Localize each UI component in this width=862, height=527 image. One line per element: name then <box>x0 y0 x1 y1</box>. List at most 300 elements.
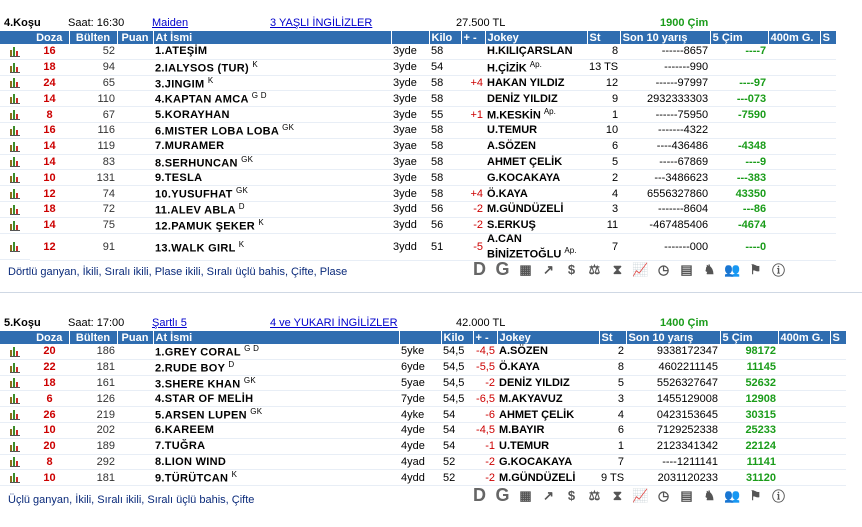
horse-name-cell[interactable] <box>153 375 399 391</box>
puan-cell <box>117 138 153 154</box>
column-header[interactable] <box>391 31 429 44</box>
column-header[interactable]: 5 Çim <box>710 31 768 44</box>
bar-chart-icon[interactable] <box>0 376 30 392</box>
table-row[interactable] <box>30 122 836 138</box>
last5-grass-cell <box>720 422 778 438</box>
s-cell <box>820 201 836 217</box>
bulten-cell <box>69 170 117 186</box>
jockey-cell[interactable] <box>485 122 587 138</box>
bar-chart-icon[interactable] <box>0 139 30 155</box>
start-cell-text: 5 <box>612 155 619 168</box>
dozaj-cell-text: 18 <box>43 61 56 74</box>
400m-cell <box>768 186 820 202</box>
age-cell-text: 5yke <box>401 345 425 358</box>
weight-diff-cell <box>473 391 497 407</box>
jockey-cell[interactable] <box>497 344 599 359</box>
last10-cell-text: -------990 <box>664 61 709 74</box>
last5-grass-cell <box>710 217 768 233</box>
bulten-cell-text: 131 <box>96 171 115 184</box>
start-cell-text: 12 <box>605 76 619 89</box>
last10-cell <box>626 344 720 359</box>
column-header[interactable]: 5 Çim <box>720 331 778 344</box>
puan-cell <box>117 217 153 233</box>
horse-name-cell[interactable] <box>153 391 399 407</box>
jockey-cell[interactable] <box>485 154 587 170</box>
last10-cell-text: ---3486623 <box>654 171 709 184</box>
start-cell <box>587 201 620 217</box>
last10-cell <box>620 91 710 107</box>
last10-cell-text: 7129252338 <box>656 424 719 437</box>
bulten-cell <box>69 422 117 438</box>
clock-icon[interactable]: ◷ <box>657 261 670 277</box>
bar-chart-icon[interactable] <box>0 186 30 202</box>
last10-cell-text: 9338172347 <box>656 345 719 358</box>
horse-name-cell[interactable] <box>153 75 391 91</box>
bulten-cell-text: 52 <box>102 45 115 58</box>
last5-grass-cell-text: ----7 <box>745 45 767 58</box>
start-cell <box>587 44 620 59</box>
last10-cell <box>620 201 710 217</box>
puan-cell <box>117 201 153 217</box>
jockey-cell[interactable] <box>497 359 599 375</box>
weight-cell <box>441 391 473 407</box>
jockey-cell[interactable] <box>497 422 599 438</box>
weight-diff-cell-text: -5 <box>473 240 483 253</box>
horse-name-cell[interactable] <box>153 170 391 186</box>
dozaj-cell-text: 12 <box>43 187 56 200</box>
last10-cell-text: ----1211141 <box>662 455 719 468</box>
start-cell <box>599 454 626 470</box>
table-row[interactable] <box>30 407 846 423</box>
column-header[interactable]: 400m G. <box>768 31 820 44</box>
table-row[interactable] <box>30 186 836 202</box>
horses-icon[interactable]: ♞ <box>703 487 716 503</box>
start-cell <box>587 138 620 154</box>
g-icon[interactable]: G <box>495 259 510 279</box>
start-cell <box>599 438 626 454</box>
table-row[interactable] <box>30 454 846 470</box>
flag-icon[interactable]: ⚑ <box>749 487 762 503</box>
last10-cell-text: -----67869 <box>659 155 709 168</box>
table-row[interactable] <box>30 107 836 123</box>
last5-grass-cell-text: ----9 <box>745 155 767 168</box>
jockey-cell-text: A.SÖZEN <box>499 345 548 358</box>
table-row[interactable] <box>30 438 846 454</box>
graph-icon[interactable]: 📈 <box>632 261 649 277</box>
puan-cell <box>117 375 153 391</box>
bulten-cell-text: 72 <box>102 203 115 216</box>
last10-cell-text: -------8604 <box>658 203 709 216</box>
weight-diff-cell-text: -6 <box>485 408 495 421</box>
weight-cell-text: 54 <box>443 440 456 453</box>
start-cell <box>587 122 620 138</box>
400m-cell <box>768 59 820 75</box>
table-row[interactable] <box>30 170 836 186</box>
column-header[interactable]: Son 10 yarış <box>626 331 720 344</box>
age-cell <box>391 170 429 186</box>
horse-name-cell[interactable] <box>153 217 391 233</box>
column-header[interactable]: Doza <box>30 331 69 344</box>
race-number: 4.Koşu <box>4 17 41 29</box>
weight-cell-text: 58 <box>431 124 444 137</box>
bulten-cell <box>69 407 117 423</box>
dozaj-cell <box>30 59 69 75</box>
bar-chart-icon[interactable] <box>0 107 30 123</box>
hourglass-icon[interactable]: ⧗ <box>612 261 623 277</box>
horse-name-cell[interactable] <box>153 138 391 154</box>
400m-cell <box>778 375 830 391</box>
last10-cell <box>626 438 720 454</box>
age-cell <box>399 375 441 391</box>
jockey-cell[interactable] <box>485 59 587 75</box>
last5-grass-cell <box>710 170 768 186</box>
last10-cell-text: ----436486 <box>656 140 709 153</box>
horse-name-cell-text: 8.LION WIND <box>155 455 227 468</box>
weight-cell-text: 52 <box>443 471 456 484</box>
dozaj-cell-text: 10 <box>43 424 56 437</box>
d-icon[interactable]: D <box>473 259 486 279</box>
jockey-cell[interactable] <box>497 454 599 470</box>
dozaj-cell-text: 14 <box>43 219 56 232</box>
weight-diff-cell <box>473 407 497 423</box>
column-header[interactable]: + - <box>473 331 497 344</box>
bar-chart-icon[interactable] <box>0 407 30 423</box>
column-header[interactable]: Puan <box>117 31 153 44</box>
table-row[interactable] <box>30 44 836 59</box>
bulten-cell <box>69 154 117 170</box>
dozaj-cell <box>30 186 69 202</box>
weight-diff-cell <box>461 91 485 107</box>
last5-grass-cell-text: 12908 <box>745 392 777 405</box>
start-cell <box>599 470 626 486</box>
last10-cell <box>620 44 710 59</box>
graph-icon[interactable]: 📈 <box>632 487 649 503</box>
bar-chart-icon[interactable] <box>0 234 30 260</box>
column-header[interactable]: Jokey <box>485 31 587 44</box>
table-row[interactable] <box>30 91 836 107</box>
horse-name-cell[interactable] <box>153 422 399 438</box>
jockey-cell[interactable] <box>485 44 587 59</box>
table-row[interactable] <box>30 470 846 486</box>
400m-cell <box>778 470 830 486</box>
race-type-link[interactable]: Maiden <box>152 17 189 29</box>
start-cell-text: 13 TS <box>589 61 619 74</box>
bar-chart-icon[interactable] <box>0 439 30 455</box>
start-cell-text: 9 TS <box>601 471 625 484</box>
entries-table <box>30 331 847 486</box>
race-condition-link[interactable]: 3 YAŞLI İNGİLİZLER <box>270 17 373 29</box>
weight-diff-cell <box>461 138 485 154</box>
program-icon[interactable]: ▦ <box>519 261 532 277</box>
horses-icon[interactable]: ♞ <box>703 261 716 277</box>
age-cell <box>391 201 429 217</box>
jockey-cell[interactable] <box>497 438 599 454</box>
horse-name-cell[interactable] <box>153 59 391 75</box>
weight-diff-cell-text: +4 <box>470 187 483 200</box>
bar-chart-icon[interactable] <box>0 44 30 60</box>
race-distance: 1900 Çim <box>660 17 709 29</box>
bar-chart-icon[interactable] <box>0 423 30 439</box>
table-row[interactable] <box>30 201 836 217</box>
column-header[interactable]: Kilo <box>429 31 461 44</box>
bar-chart-icon[interactable] <box>0 470 30 486</box>
jockey-cell[interactable] <box>485 186 587 202</box>
last10-cell <box>626 454 720 470</box>
weight-diff-cell-text: -2 <box>473 219 483 232</box>
column-header[interactable]: At İsmi <box>153 331 399 344</box>
jockey-cell[interactable] <box>485 217 587 233</box>
age-cell <box>391 44 429 59</box>
race-type-link[interactable]: Şartlı 5 <box>152 317 187 329</box>
calculator-icon[interactable]: ▤ <box>680 261 693 277</box>
age-cell-text: 3yae <box>393 155 417 168</box>
age-cell-text: 7yde <box>401 392 425 405</box>
puan-cell <box>117 75 153 91</box>
column-header[interactable]: Bülten <box>69 31 117 44</box>
table-row[interactable] <box>30 154 836 170</box>
column-header[interactable]: S <box>830 331 846 344</box>
last5-grass-cell <box>710 91 768 107</box>
bulten-cell <box>69 75 117 91</box>
column-header[interactable]: S <box>820 31 836 44</box>
horse-name-cell[interactable] <box>153 154 391 170</box>
column-header[interactable]: Bülten <box>69 331 117 344</box>
bar-chart-icon[interactable] <box>0 60 30 76</box>
dozaj-cell <box>30 375 69 391</box>
people-icon[interactable]: 👥 <box>724 261 741 277</box>
table-row[interactable] <box>30 138 836 154</box>
trend-icon[interactable]: ↗ <box>543 261 554 277</box>
horse-equipment: GK <box>236 186 249 196</box>
puan-cell <box>117 233 153 261</box>
bulten-cell-text: 186 <box>96 345 115 358</box>
d-icon[interactable]: D <box>473 485 486 505</box>
horse-name-cell[interactable] <box>153 359 399 375</box>
horse-name-cell[interactable] <box>153 201 391 217</box>
horse-name-cell[interactable] <box>153 454 399 470</box>
jockey-cell[interactable] <box>485 138 587 154</box>
dozaj-cell <box>30 170 69 186</box>
bar-chart-icon[interactable] <box>0 218 30 234</box>
weight-cell <box>429 138 461 154</box>
s-cell <box>830 359 846 375</box>
jockey-cell[interactable] <box>485 233 587 261</box>
jockey-cell[interactable] <box>485 201 587 217</box>
column-header[interactable]: Son 10 yarış <box>620 31 710 44</box>
race-toolbar <box>470 486 788 505</box>
horse-name-cell[interactable] <box>153 107 391 123</box>
start-cell-text: 4 <box>612 187 619 200</box>
horse-name-cell[interactable] <box>153 122 391 138</box>
weight-cell-text: 58 <box>431 45 444 58</box>
400m-cell <box>778 438 830 454</box>
bar-chart-icon[interactable] <box>0 202 30 218</box>
horse-name-cell[interactable] <box>153 470 399 486</box>
bar-chart-icon[interactable] <box>0 170 30 186</box>
weight-diff-cell-text: -6,5 <box>476 392 495 405</box>
last10-cell-text: 5526327647 <box>656 376 719 389</box>
table-row[interactable] <box>30 75 836 91</box>
s-cell <box>820 170 836 186</box>
jockey-cell[interactable] <box>485 91 587 107</box>
horse-name-cell[interactable] <box>153 91 391 107</box>
start-cell-text: 10 <box>605 124 619 137</box>
info-icon[interactable]: ⓘ <box>771 489 785 504</box>
dollar-icon[interactable]: $ <box>567 488 576 503</box>
jockey-cell[interactable] <box>485 75 587 91</box>
horse-name-cell[interactable] <box>153 407 399 423</box>
hourglass-icon[interactable]: ⧗ <box>612 487 623 503</box>
column-header[interactable]: 400m G. <box>778 331 830 344</box>
age-cell-text: 3ydd <box>393 240 417 253</box>
table-row[interactable] <box>30 217 836 233</box>
flag-icon[interactable]: ⚑ <box>749 261 762 277</box>
horse-equipment: K <box>238 239 245 249</box>
weight-cell <box>441 470 473 486</box>
dozaj-cell-text: 10 <box>43 171 56 184</box>
weight-cell-text: 54 <box>443 408 456 421</box>
last5-grass-cell <box>720 359 778 375</box>
horse-name-cell[interactable] <box>153 344 399 359</box>
program-icon[interactable]: ▦ <box>519 487 532 503</box>
odds-icon[interactable]: ⚖ <box>588 487 601 503</box>
last5-grass-cell <box>710 107 768 123</box>
table-row[interactable] <box>30 233 836 261</box>
last5-grass-cell-text: 11145 <box>746 361 777 374</box>
last10-cell <box>620 154 710 170</box>
last10-cell-text: 2123341342 <box>656 440 719 453</box>
clock-icon[interactable]: ◷ <box>657 487 670 503</box>
column-header[interactable]: Puan <box>117 331 153 344</box>
bar-chart-icon[interactable] <box>0 123 30 139</box>
bulten-cell-text: 181 <box>96 471 115 484</box>
column-header[interactable]: St <box>587 31 620 44</box>
dollar-icon[interactable]: $ <box>567 262 576 277</box>
trend-icon[interactable]: ↗ <box>543 487 554 503</box>
age-cell-text: 4yde <box>401 424 425 437</box>
jockey-cell[interactable] <box>497 375 599 391</box>
dozaj-cell <box>30 391 69 407</box>
table-row[interactable] <box>30 344 846 359</box>
dozaj-cell-text: 14 <box>43 140 56 153</box>
last10-cell-text: 2932333303 <box>646 92 709 105</box>
weight-cell <box>429 186 461 202</box>
400m-cell <box>768 107 820 123</box>
last10-cell <box>626 359 720 375</box>
column-header[interactable]: Jokey <box>497 331 599 344</box>
last5-grass-cell <box>710 44 768 59</box>
horse-name-cell[interactable] <box>153 186 391 202</box>
last10-cell-text: -------4322 <box>658 124 709 137</box>
dozaj-cell-text: 6 <box>46 392 53 405</box>
table-row[interactable] <box>30 59 836 75</box>
age-cell-text: 3yde <box>393 187 417 200</box>
puan-cell <box>117 186 153 202</box>
jockey-cell[interactable] <box>485 170 587 186</box>
age-cell-text: 3ydd <box>393 203 417 216</box>
bar-chart-icon[interactable] <box>0 76 30 92</box>
bar-chart-icon[interactable] <box>0 455 30 471</box>
column-header[interactable] <box>399 331 441 344</box>
people-icon[interactable]: 👥 <box>724 487 741 503</box>
table-header <box>30 331 846 344</box>
s-cell <box>820 44 836 59</box>
weight-cell <box>441 438 473 454</box>
bar-chart-icon[interactable] <box>0 155 30 171</box>
start-cell-text: 1 <box>612 108 619 121</box>
bulten-cell <box>69 217 117 233</box>
weight-cell-text: 54,5 <box>443 376 465 389</box>
bar-chart-icon[interactable] <box>0 391 30 407</box>
column-header[interactable]: Doza <box>30 31 69 44</box>
horse-name-cell[interactable] <box>153 438 399 454</box>
age-cell-text: 3yde <box>393 76 417 89</box>
table-row[interactable] <box>30 375 846 391</box>
race-condition-link[interactable]: 4 ve YUKARI İNGİLİZLER <box>270 317 398 329</box>
last10-cell <box>620 170 710 186</box>
s-cell <box>820 107 836 123</box>
bar-chart-icon[interactable] <box>0 91 30 107</box>
bulten-cell <box>69 186 117 202</box>
table-row[interactable] <box>30 359 846 375</box>
jockey-cell[interactable] <box>485 107 587 123</box>
horse-name-cell-text: 12.PAMUK ŞEKER <box>155 220 255 233</box>
table-row[interactable] <box>30 422 846 438</box>
horse-name-cell-text: 4.KAPTAN AMCA <box>155 94 249 107</box>
last5-grass-cell-text: ---86 <box>742 203 767 216</box>
bar-chart-icon[interactable] <box>0 344 30 360</box>
race-prize: 27.500 TL <box>456 17 506 29</box>
column-header[interactable]: + - <box>461 31 485 44</box>
start-cell <box>599 359 626 375</box>
calculator-icon[interactable]: ▤ <box>680 487 693 503</box>
bulten-cell-text: 91 <box>102 240 115 253</box>
jockey-cell[interactable] <box>497 407 599 423</box>
column-header[interactable]: St <box>599 331 626 344</box>
dozaj-cell-text: 8 <box>46 455 53 468</box>
column-header[interactable]: At İsmi <box>153 31 391 44</box>
bar-chart-icon[interactable] <box>0 360 30 376</box>
last5-grass-cell <box>710 138 768 154</box>
weight-diff-cell <box>473 344 497 359</box>
age-cell-text: 3yde <box>393 61 417 74</box>
odds-icon[interactable]: ⚖ <box>588 261 601 277</box>
s-cell <box>820 233 836 261</box>
horse-name-cell[interactable] <box>153 44 391 59</box>
jockey-cell[interactable] <box>497 470 599 486</box>
weight-cell-text: 54,5 <box>443 392 465 405</box>
last10-cell-text: 4602211145 <box>658 361 719 374</box>
horse-name-cell-text: 5.ARSEN LUPEN <box>155 409 247 422</box>
weight-diff-cell-text: -2 <box>473 203 483 216</box>
age-cell <box>399 407 441 423</box>
start-cell <box>587 107 620 123</box>
start-cell-text: 3 <box>612 203 619 216</box>
horse-name-cell[interactable] <box>153 233 391 261</box>
weight-cell-text: 54 <box>443 424 456 437</box>
s-cell <box>820 138 836 154</box>
column-header[interactable]: Kilo <box>441 331 473 344</box>
jockey-cell[interactable] <box>497 391 599 407</box>
bulten-cell-text: 161 <box>96 376 115 389</box>
info-icon[interactable]: ⓘ <box>771 263 785 278</box>
last5-grass-cell <box>710 201 768 217</box>
g-icon[interactable]: G <box>495 485 510 505</box>
age-cell-text: 4yad <box>401 455 425 468</box>
last10-cell-text: 0423153645 <box>656 408 719 421</box>
table-row[interactable] <box>30 391 846 407</box>
s-cell <box>830 470 846 486</box>
